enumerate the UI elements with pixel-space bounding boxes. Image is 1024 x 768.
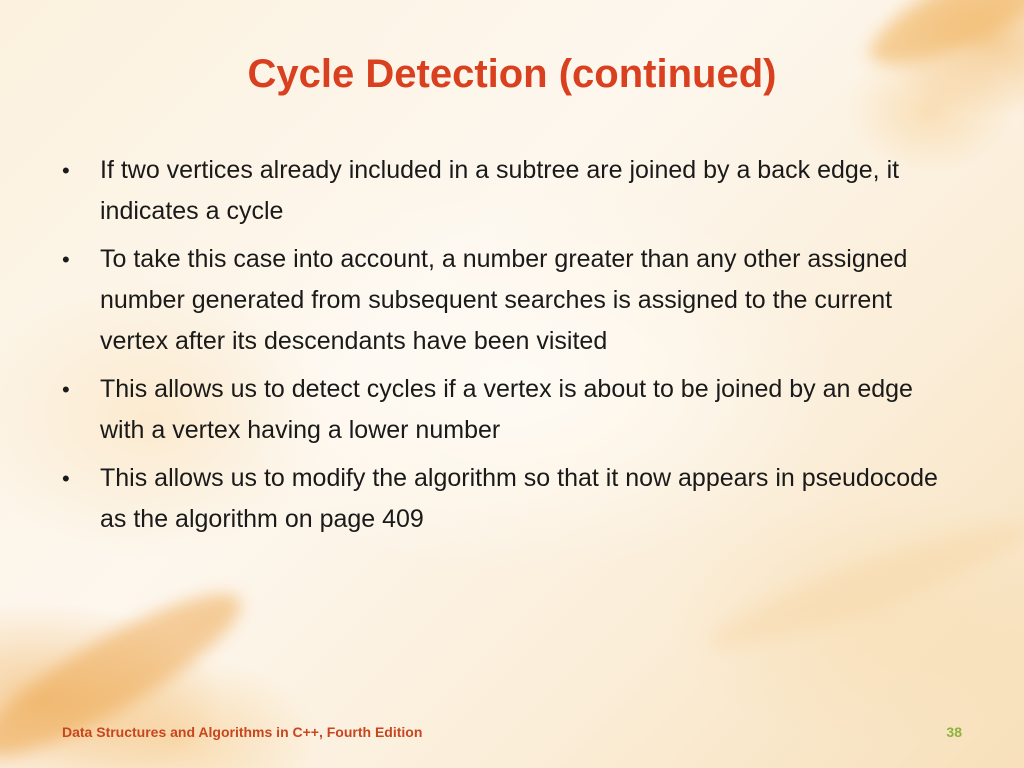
bullet-marker: • — [62, 466, 70, 491]
bullet-marker: • — [62, 158, 70, 183]
footer-book-title: Data Structures and Algorithms in C++, Fourth Edition — [62, 724, 423, 740]
bullet-text: This allows us to modify the algorithm so that it now appears in pseudocode as the algorithm on page 409 — [100, 464, 938, 533]
bullet-text: To take this case into account, a number greater than any other assigned number generated from subsequent searches is assigned to the current vertex after its descendants have been visited — [100, 245, 908, 355]
bullet-text: This allows us to detect cycles if a vertex is about to be joined by an edge with a vertex having a lower number — [100, 375, 913, 444]
bullet-list — [60, 150, 960, 547]
bullet-item — [60, 239, 960, 362]
bullet-item — [60, 369, 960, 451]
bullet-marker: • — [62, 247, 70, 272]
page-number: 38 — [946, 724, 962, 740]
bullet-marker: • — [62, 377, 70, 402]
bullet-item — [60, 458, 960, 540]
bullet-text: If two vertices already included in a subtree are joined by a back edge, it indicates a cycle — [100, 156, 900, 225]
slide-title: Cycle Detection (continued) — [247, 52, 777, 96]
bullet-item — [60, 150, 960, 232]
